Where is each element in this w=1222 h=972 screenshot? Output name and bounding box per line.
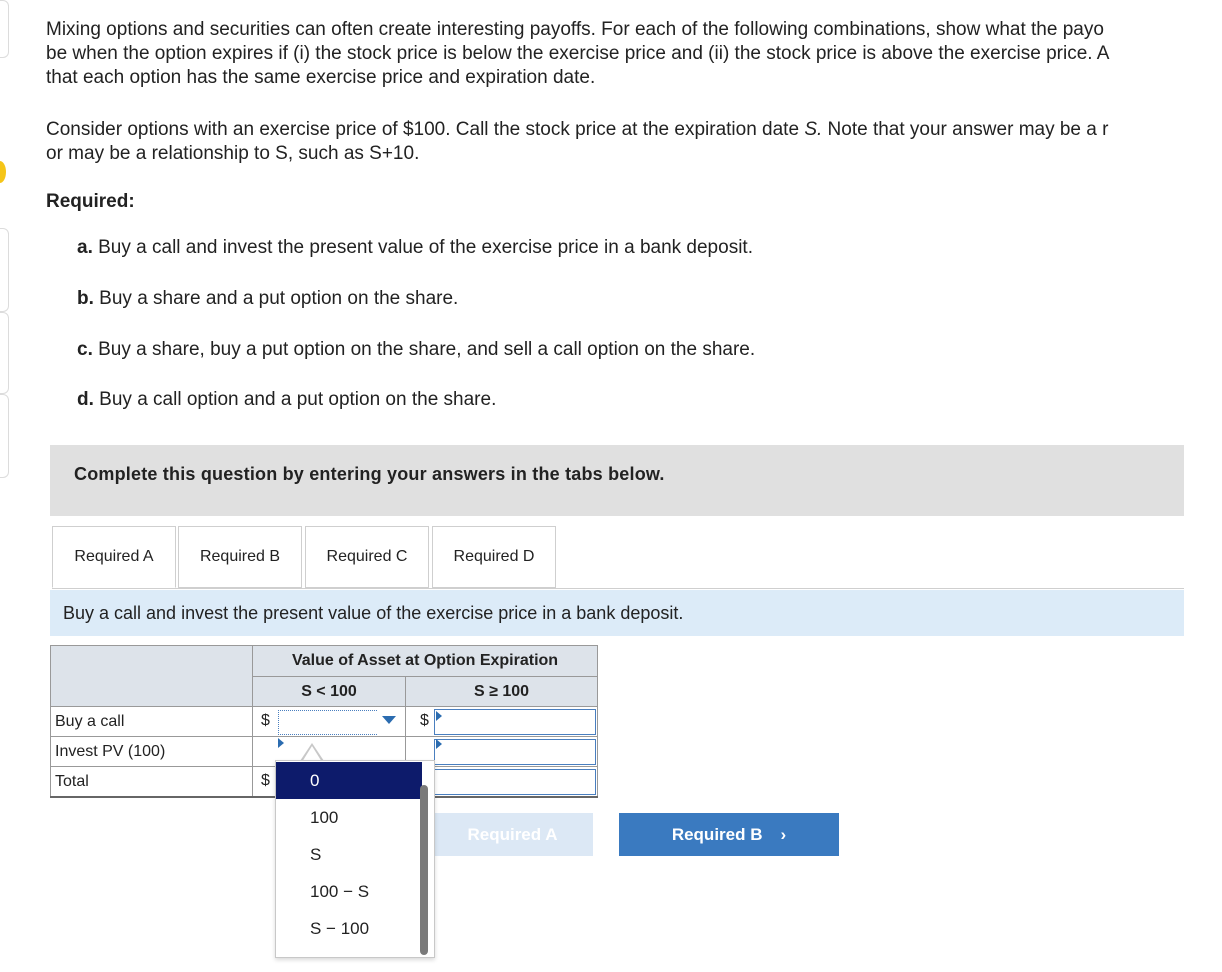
dollar-sign: $ bbox=[261, 712, 270, 729]
col-header-above: S ≥ 100 bbox=[406, 677, 598, 707]
input-flag-icon bbox=[436, 711, 442, 721]
table-corner bbox=[51, 646, 253, 707]
instruction-banner bbox=[50, 445, 1184, 516]
tab-required-d[interactable]: Required D bbox=[432, 526, 556, 588]
prev-required-a-button[interactable]: Required A bbox=[432, 813, 593, 856]
status-dot-icon bbox=[0, 161, 6, 183]
dropdown-option-0[interactable]: 0 bbox=[276, 762, 422, 799]
input-flag-icon bbox=[278, 738, 284, 748]
dropdown-option-s[interactable]: S bbox=[310, 845, 322, 864]
row-label-invest-pv: Invest PV (100) bbox=[51, 737, 253, 767]
col-header-below: S < 100 bbox=[253, 677, 406, 707]
chevron-down-icon[interactable] bbox=[382, 716, 396, 724]
consider-line-1: Consider options with an exercise price of $100. Call the stock price at the expiration date S. Note that your answer may be a r bbox=[46, 119, 1109, 140]
banner-text: Complete this question by entering your answers in the tabs below. bbox=[74, 464, 665, 484]
edge-panel-top bbox=[0, 0, 9, 58]
tab-required-a[interactable]: Required A bbox=[52, 526, 176, 588]
required-heading: Required: bbox=[46, 191, 135, 212]
edge-panel-bottom bbox=[0, 394, 9, 478]
edge-panel-middle bbox=[0, 228, 9, 312]
dropdown-option-s-minus-100[interactable]: S − 100 bbox=[310, 919, 370, 938]
input-buy-call-above[interactable] bbox=[434, 709, 596, 735]
dropdown-menu bbox=[275, 760, 435, 958]
edge-panel-middle-2 bbox=[0, 312, 9, 394]
tab-instruction-text: Buy a call and invest the present value of the exercise price in a bank deposit. bbox=[63, 603, 684, 623]
tab-required-b[interactable]: Required B bbox=[178, 526, 302, 588]
dropdown-scrollbar[interactable] bbox=[420, 785, 428, 955]
row-label-total: Total bbox=[51, 767, 253, 798]
dollar-sign: $ bbox=[261, 772, 270, 789]
tab-required-c[interactable]: Required C bbox=[305, 526, 429, 588]
input-total-above[interactable] bbox=[434, 769, 596, 795]
intro-line-1: Mixing options and securities can often create interesting payoffs. For each of the following combinations, show what the payo bbox=[46, 19, 1104, 40]
consider-paragraph bbox=[46, 118, 1222, 166]
dropdown-option-100[interactable]: 100 bbox=[310, 808, 339, 827]
intro-paragraph bbox=[46, 18, 1222, 90]
group-header: Value of Asset at Option Expiration bbox=[253, 646, 598, 677]
row-label-buy-call: Buy a call bbox=[51, 707, 253, 737]
intro-line-2: be when the option expires if (i) the stock price is below the exercise price and (ii) the stock price is above the exercise price. A bbox=[46, 43, 1110, 64]
input-invest-above[interactable] bbox=[434, 739, 596, 765]
table-row bbox=[51, 707, 598, 737]
next-required-b-button[interactable]: Required B › bbox=[619, 813, 839, 856]
select-buy-call-below[interactable] bbox=[278, 710, 377, 735]
intro-line-3: that each option has the same exercise price and expiration date. bbox=[46, 67, 596, 88]
required-item-c: c. Buy a share, buy a put option on the share, and sell a call option on the share. bbox=[77, 339, 756, 360]
cell-buy-call-below bbox=[253, 707, 406, 737]
chevron-right-icon: › bbox=[780, 825, 787, 844]
cell-buy-call-above bbox=[406, 707, 598, 737]
required-item-d: d. Buy a call option and a put option on the share. bbox=[77, 389, 497, 410]
required-item-b: b. Buy a share and a put option on the share. bbox=[77, 288, 459, 309]
tab-instruction bbox=[50, 590, 1184, 636]
dropdown-option-100-minus-s[interactable]: 100 − S bbox=[310, 882, 370, 901]
dollar-sign: $ bbox=[420, 712, 429, 729]
tab-divider bbox=[52, 588, 1184, 589]
input-flag-icon bbox=[436, 739, 442, 749]
required-item-a: a. Buy a call and invest the present value of the exercise price in a bank deposit. bbox=[77, 237, 753, 258]
consider-line-2: or may be a relationship to S, such as S+10. bbox=[46, 143, 420, 164]
